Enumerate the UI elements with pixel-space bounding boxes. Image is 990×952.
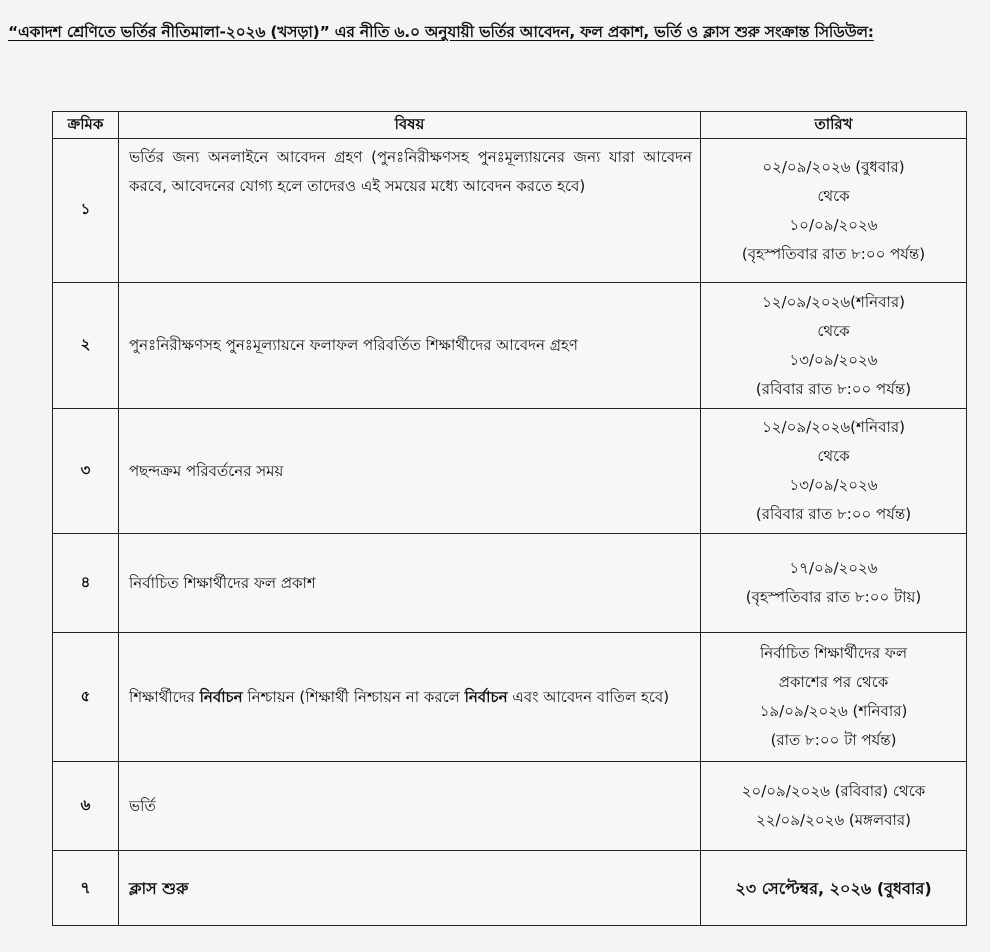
- date-line: নির্বাচিত শিক্ষার্থীদের ফল: [759, 644, 908, 662]
- header-serial: ক্রমিক: [53, 112, 119, 139]
- row-serial: ১: [53, 139, 119, 283]
- date-line: প্রকাশের পর থেকে: [778, 673, 889, 691]
- date-line: ২৩ সেপ্টেম্বর, ২০২৬ (বুধবার): [735, 878, 932, 898]
- table-row-4: [53, 534, 967, 633]
- table-header-row: [53, 112, 967, 139]
- row-subject: ভর্তি: [119, 762, 701, 851]
- row-subject: ক্লাস শুরু: [119, 851, 701, 926]
- date-line: ০২/০৯/২০২৬ (বুধবার): [762, 157, 905, 176]
- date-line: (রাত ৮:০০ টা পর্যন্ত): [770, 731, 897, 749]
- row-serial: ৫: [53, 633, 119, 762]
- row-subject: নির্বাচিত শিক্ষার্থীদের ফল প্রকাশ: [119, 534, 701, 633]
- row-date: [701, 534, 967, 633]
- schedule-table: [52, 111, 967, 926]
- date-line: থেকে: [817, 321, 850, 340]
- row-date: [701, 851, 967, 926]
- row-serial: ৭: [53, 851, 119, 926]
- date-line: ১৩/০৯/২০২৬: [789, 350, 878, 369]
- date-line: (বৃহস্পতিবার রাত ৮:০০ টায়): [745, 588, 922, 606]
- table-row-6: [53, 762, 967, 851]
- table-row-7: [53, 851, 967, 926]
- row-date: [701, 139, 967, 283]
- date-line: ১২/০৯/২০২৬(শনিবার): [762, 292, 905, 311]
- row-date: [701, 409, 967, 534]
- header-subject: বিষয়: [119, 112, 701, 139]
- date-line: (বৃহস্পতিবার রাত ৮:০০ পর্যন্ত): [741, 244, 926, 263]
- row-subject: পছন্দক্রম পরিবর্তনের সময়: [119, 409, 701, 534]
- subject-emphasis: নির্বাচন: [199, 687, 243, 706]
- table-row-5: [53, 633, 967, 762]
- date-line: ২০/০৯/২০২৬ (রবিবার) থেকে: [741, 782, 926, 800]
- subject-text: নিশ্চায়ন (শিক্ষার্থী নিশ্চায়ন না করলে: [242, 687, 465, 706]
- date-line: ২২/০৯/২০২৬ (মঙ্গলবার): [756, 811, 911, 829]
- header-date: তারিখ: [701, 112, 967, 139]
- date-line: ১৩/০৯/২০২৬: [789, 476, 878, 494]
- date-line: (রবিবার রাত ৮:০০ পর্যন্ত): [755, 379, 912, 398]
- date-line: ১৭/০৯/২০২৬: [789, 559, 878, 577]
- row-serial: ২: [53, 283, 119, 409]
- date-line: থেকে: [817, 186, 850, 205]
- date-line: ১৯/০৯/২০২৬ (শনিবার): [759, 702, 908, 720]
- row-serial: ৬: [53, 762, 119, 851]
- subject-emphasis: নির্বাচন: [464, 687, 508, 706]
- row-serial: ৩: [53, 409, 119, 534]
- date-line: ১০/০৯/২০২৬: [789, 215, 878, 234]
- subject-text: শিক্ষার্থীদের: [129, 687, 200, 706]
- row-date: [701, 283, 967, 409]
- row-subject: ভর্তির জন্য অনলাইনে আবেদন গ্রহণ (পুনঃনিরীক্ষণসহ পুনঃমূল্যায়নের জন্য যারা আবেদন করবে, আবেদনের যোগ্য হলে তাদেরও এই সময়ের মধ্যে আবেদন করতে হবে): [119, 139, 701, 283]
- table-row-3: [53, 409, 967, 534]
- row-date: [701, 762, 967, 851]
- row-subject: [119, 633, 701, 762]
- date-line: (রবিবার রাত ৮:০০ পর্যন্ত): [755, 505, 912, 523]
- subject-text: এবং আবেদন বাতিল হবে): [507, 687, 670, 706]
- table-row-1: [53, 139, 967, 283]
- date-line: থেকে: [817, 447, 850, 465]
- row-date: [701, 633, 967, 762]
- date-line: ১২/০৯/২০২৬(শনিবার): [762, 418, 905, 436]
- row-serial: ৪: [53, 534, 119, 633]
- row-subject: পুনঃনিরীক্ষণসহ পুনঃমূল্যায়নে ফলাফল পরিবর্তিত শিক্ষার্থীদের আবেদন গ্রহণ: [119, 283, 701, 409]
- table-row-2: [53, 283, 967, 409]
- page-heading: “একাদশ শ্রেণিতে ভর্তির নীতিমালা-২০২৬ (খসড়া)” এর নীতি ৬.০ অনুযায়ী ভর্তির আবেদন, ফল প্রকাশ, ভর্তি ও ক্লাস শুরু সংক্রান্ত সিডিউল:: [8, 23, 874, 41]
